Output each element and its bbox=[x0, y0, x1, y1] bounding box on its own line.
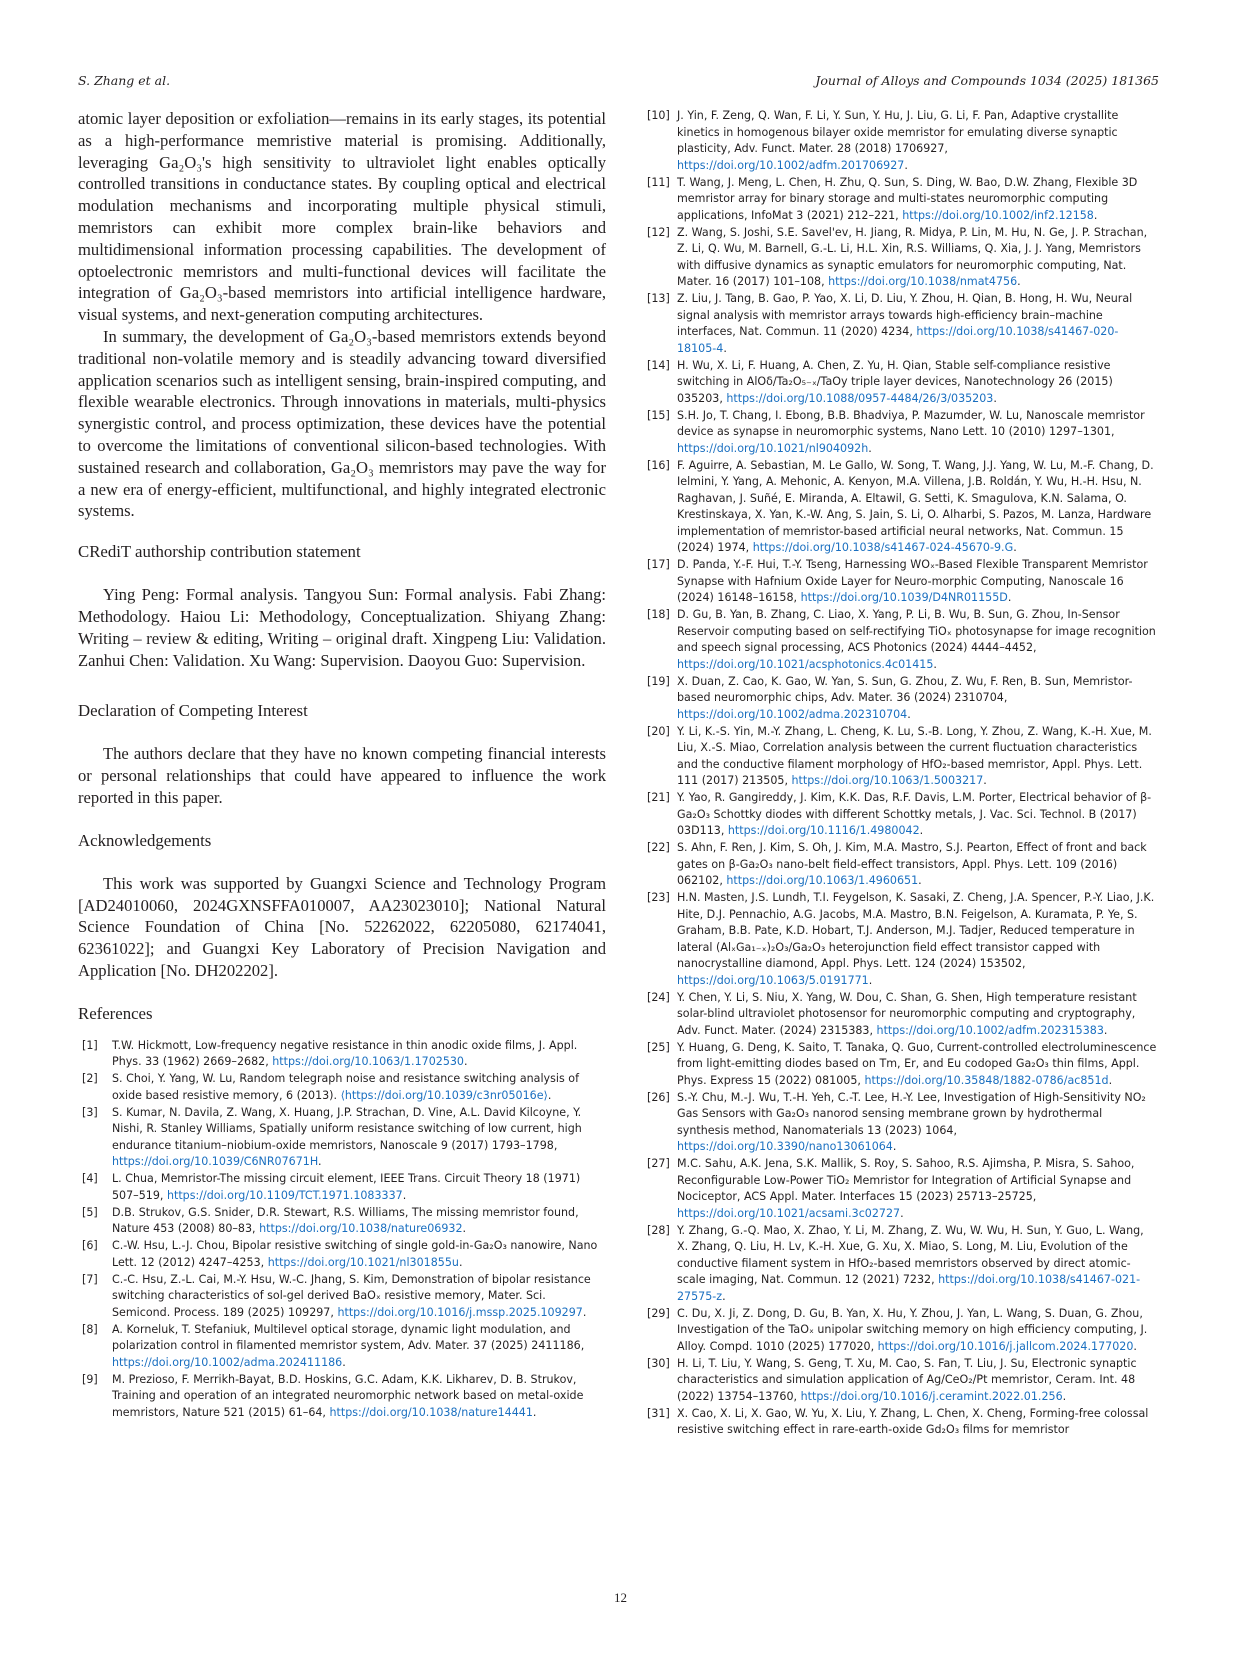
reference-item bbox=[643, 358, 1157, 408]
reference-number: [22] bbox=[647, 841, 670, 854]
page-number: 12 bbox=[614, 1590, 627, 1605]
reference-text: X. Cao, X. Li, X. Gao, W. Yu, X. Liu, Y. Zhang, L. Chen, X. Cheng, Forming-free colossal resistive switching effect in rare-earth-oxide Gd₂O₃ films for memristor bbox=[677, 1406, 1149, 1436]
reference-text: Z. Wang, S. Joshi, S.E. Savel'ev, H. Jiang, R. Midya, P. Lin, M. Hu, N. Ge, J. P. Strachan, Z. Li, Q. Wu, M. Barnell, G.-L. Li, H.L. Xin, R.S. Williams, Q. Xia, J. J. Yang, Memristors with diffusive dynamics as synaptic emulators for neuromorphic computing, Nat. Mater. 16 (2017) 101–108, bbox=[677, 225, 1148, 288]
reference-item bbox=[643, 890, 1157, 989]
reference-number: [21] bbox=[647, 791, 670, 804]
reference-number: [2] bbox=[82, 1072, 98, 1086]
doi-link[interactable]: https://doi.org/10.1038/nature06932 bbox=[259, 1222, 463, 1236]
reference-tail: . bbox=[318, 1155, 322, 1169]
reference-number: [24] bbox=[647, 990, 670, 1004]
reference-item bbox=[643, 790, 1157, 840]
doi-link[interactable]: https://doi.org/10.1109/TCT.1971.1083337 bbox=[166, 1188, 403, 1202]
reference-number: [5] bbox=[82, 1205, 98, 1219]
reference-text: T.W. Hickmott, Low-frequency negative resistance in thin anodic oxide films, J. Appl. Phys. 33 (1962) 2669–2682, bbox=[112, 1038, 578, 1069]
body-paragraph-2: In summary, the development of Ga₂O₃-based memristors extends beyond traditional non-volatile memory and is steadily advancing toward diversified application scenarios such as intelligent sensing, brain-inspired computing, and flexible wearable electronics. Through innovations in materials, multi-physics synergistic control, and process optimization, these devices have the potential to overcome the limitations of conventional silicon-based technologies. With sustained research and collaboration, Ga₂O₃ memristors may pave the way for a new era of energy-efficient, multifunctional, and highly integrated electronic systems. bbox=[78, 326, 606, 521]
reference-tail: . bbox=[458, 1255, 463, 1269]
reference-text: J. Yin, F. Zeng, Q. Wan, F. Li, Y. Sun, Y. Hu, J. Liu, G. Li, F. Pan, Adaptive crystallite kinetics in homogenous bilayer oxide memristor for emulating diverse synaptic plasticity, Adv. Funct. Mater. 28 (2018) 1706927, bbox=[677, 109, 1119, 155]
reference-tail: . bbox=[1062, 1389, 1067, 1403]
reference-number: [9] bbox=[82, 1372, 98, 1386]
reference-tail: . bbox=[993, 391, 997, 405]
reference-number: [28] bbox=[647, 1223, 670, 1237]
reference-tail: . bbox=[868, 441, 872, 455]
reference-number: [29] bbox=[647, 1306, 670, 1320]
credit-statement: Ying Peng: Formal analysis. Tangyou Sun: Formal analysis. Fabi Zhang: Methodology. Haiou Li: Methodology, Conceptualization. Shiyang Zhang: Writing – review & editing, Writing – original draft. Xingpeng Liu: Validation. Zanhui Chen: Validation. Xu Wang: Supervision. Daoyou Guo: Supervision. bbox=[78, 585, 606, 670]
reference-tail: . bbox=[900, 1206, 904, 1220]
reference-text: D. Panda, Y.-F. Hui, T.-Y. Tseng, Harnessing WOₓ-Based Flexible Transparent Memristor Synapse with Hafnium Oxide Layer for Neuro-morphic Computing, Nanoscale 16 (2024) 16148–16158, bbox=[677, 558, 1148, 604]
doi-link[interactable]: https://doi.org/10.1038/nature14441 bbox=[329, 1405, 533, 1419]
reference-tail: . bbox=[722, 1289, 726, 1303]
reference-number: [16] bbox=[647, 458, 670, 472]
reference-text: H.N. Masten, J.S. Lundh, T.I. Feygelson, K. Sasaki, Z. Cheng, J.A. Spencer, P.-Y. Liao, J.K. Hite, D.J. Pennachio, A.G. Jacobs, M.A. Mastro, B.N. Feigelson, A. Kuramata, P. Ye, S. Graham, B.B. Pate, K.D. Hobart, T.J. Anderson, M.J. Tadjer, Reduced temperature in lateral (AlₓGa₁₋ₓ)₂O₃/Ga₂O₃ heterojunction field effect transistor capped with nanocrystalline diamond, Appl. Phys. Lett. 124 (2024) 153502, bbox=[677, 891, 1155, 970]
reference-text: S. Kumar, N. Davila, Z. Wang, X. Huang, J.P. Strachan, D. Vine, A.L. David Kilcoyne, Y. Nishi, R. Stanley Williams, Spatially uniform resistance switching of low current, high endurance titanium–niobium-oxide memristors, Nanoscale 9 (2017) 1793–1798, bbox=[112, 1105, 582, 1152]
reference-text: C.-C. Hsu, Z.-L. Cai, M.-Y. Hsu, W.-C. Jhang, S. Kim, Demonstration of bipolar resistance switching characteristics of sol-gel derived BaOₓ resistive memory, Mater. Sci. Semicond. Process. 189 (2025) 109297, bbox=[112, 1272, 591, 1319]
reference-item bbox=[78, 1205, 606, 1238]
doi-link[interactable]: https://doi.org/10.1002/adma.202310704 bbox=[677, 707, 908, 721]
reference-tail: . bbox=[1017, 275, 1021, 288]
reference-tail: . bbox=[462, 1222, 467, 1236]
doi-link[interactable]: https://doi.org/10.1063/5.0191771 bbox=[677, 973, 869, 987]
acknowledgements-text: This work was supported by Guangxi Science and Technology Program [AD24010060, 2024GXNSFFA010007, AA23023010]; National Natural Science Foundation of China [No. 52262022, 62205080, 62174041, 62361022]; and Guangxi Key Laboratory of Precision Navigation and Application [No. DH202202]. bbox=[78, 873, 606, 980]
reference-text: T. Wang, J. Meng, L. Chen, H. Zhu, Q. Sun, S. Ding, W. Bao, D.W. Zhang, Flexible 3D memristor array for binary storage and multi-states neuromorphic computing applications, InfoMat 3 (2021) 212–221, bbox=[677, 175, 1138, 222]
doi-link[interactable]: https://doi.org/10.1038/s41467-020-18105-4 bbox=[677, 325, 1119, 355]
competing-interest-heading: Declaration of Competing Interest bbox=[78, 701, 308, 721]
reference-number: [27] bbox=[647, 1157, 670, 1170]
reference-item bbox=[643, 557, 1157, 607]
reference-text: A. Korneluk, T. Stefaniuk, Multilevel optical storage, dynamic light modulation, and polarization control in filamented memristor system, Adv. Mater. 37 (2025) 2411186, bbox=[112, 1322, 585, 1353]
doi-link[interactable]: https://doi.org/10.1016/j.mssp.2025.109297 bbox=[337, 1305, 583, 1319]
reference-item bbox=[643, 607, 1157, 673]
reference-tail: . bbox=[892, 1140, 897, 1153]
reference-tail: . bbox=[1013, 541, 1017, 554]
doi-link[interactable]: https://doi.org/10.1039/D4NR01155D bbox=[800, 591, 1008, 604]
doi-link[interactable]: https://doi.org/10.1002/adfm.202315383 bbox=[876, 1023, 1104, 1037]
doi-link[interactable]: https://doi.org/10.1038/s41467-024-45670-9.G bbox=[752, 541, 1014, 554]
reference-item bbox=[643, 674, 1157, 724]
reference-item bbox=[643, 1306, 1157, 1356]
doi-link[interactable]: https://doi.org/10.1038/s41467-021-27575-z bbox=[677, 1273, 1141, 1303]
doi-link[interactable]: https://doi.org/10.1021/nl301855u bbox=[267, 1255, 459, 1269]
reference-number: [12] bbox=[647, 225, 670, 239]
reference-tail: . bbox=[1007, 591, 1012, 604]
doi-link[interactable]: https://doi.org/10.1038/nmat4756 bbox=[828, 275, 1018, 288]
reference-item bbox=[643, 1040, 1157, 1090]
left-column bbox=[78, 108, 606, 1422]
reference-tail: . bbox=[1093, 208, 1098, 222]
reference-text: S.-Y. Chu, M.-J. Wu, T.-H. Yeh, C.-T. Lee, H.-Y. Lee, Investigation of High-Sensitivity NO₂ Gas Sensors with Ga₂O₃ nanorod sensing membrane grown by hydrothermal synthesis method, Nanomaterials 13 (2023) 1064, bbox=[677, 1090, 1146, 1137]
doi-link[interactable]: https://doi.org/10.1021/nl904092h bbox=[677, 441, 869, 455]
reference-tail: . bbox=[983, 774, 987, 787]
reference-item bbox=[78, 1171, 606, 1204]
right-column bbox=[643, 108, 1157, 1439]
reference-tail: . bbox=[918, 874, 922, 887]
reference-tail: . bbox=[402, 1188, 407, 1202]
reference-item bbox=[78, 1105, 606, 1171]
reference-tail: . bbox=[342, 1355, 346, 1369]
reference-number: [19] bbox=[647, 674, 670, 688]
reference-item bbox=[78, 1238, 606, 1271]
reference-item bbox=[643, 291, 1157, 357]
reference-text: C. Du, X. Ji, Z. Dong, D. Gu, B. Yan, X. Hu, Y. Zhou, J. Yan, L. Wang, S. Duan, G. Zhou, Investigation of the TaOₓ unipolar switching memory on high efficiency computing, J. Alloy. Compd. 1010 (2025) 177020, bbox=[677, 1306, 1148, 1353]
reference-number: [14] bbox=[647, 358, 670, 372]
doi-link[interactable]: https://doi.org/10.1002/inf2.12158 bbox=[902, 208, 1094, 222]
reference-text: S. Ahn, F. Ren, J. Kim, S. Oh, J. Kim, M.A. Mastro, S.J. Pearton, Effect of front and back gates on β-Ga₂O₃ nano-belt field-effect transistors, Appl. Phys. Lett. 109 (2016) 062102, bbox=[677, 841, 1147, 887]
reference-item bbox=[643, 1223, 1157, 1306]
reference-tail: . bbox=[907, 707, 911, 721]
running-header-journal: Journal of Alloys and Compounds 1034 (2025) 181365 bbox=[815, 73, 1159, 88]
reference-text: Y. Li, K.-S. Yin, M.-Y. Zhang, L. Cheng, K. Lu, S.-B. Long, Y. Zhou, Z. Wang, K.-H. Xue, M. Liu, X.-S. Miao, Correlation analysis between the current fluctuation characteristics and the conductive filament morphology of HfO₂-based memristor, Appl. Phys. Lett. 111 (2017) 213505, bbox=[677, 724, 1152, 787]
doi-link[interactable]: https://doi.org/10.1002/adfm.201706927 bbox=[677, 158, 905, 172]
reference-number: [18] bbox=[647, 608, 670, 621]
reference-item bbox=[643, 108, 1157, 174]
reference-number: [10] bbox=[647, 109, 670, 122]
reference-item bbox=[78, 1071, 606, 1104]
doi-link[interactable]: https://doi.org/10.1039/C6NR07671H bbox=[112, 1155, 318, 1169]
reference-number: [17] bbox=[647, 558, 670, 571]
reference-tail: . bbox=[919, 824, 924, 837]
reference-number: [20] bbox=[647, 724, 670, 738]
reference-item bbox=[78, 1038, 606, 1071]
reference-tail: . bbox=[1133, 1339, 1137, 1353]
reference-list-left bbox=[78, 1038, 606, 1422]
doi-link[interactable]: ⟨https://doi.org/10.1039/c3nr05016e⟩ bbox=[340, 1088, 548, 1102]
reference-number: [3] bbox=[82, 1105, 98, 1119]
reference-item bbox=[643, 1406, 1157, 1439]
reference-text: X. Duan, Z. Cao, K. Gao, W. Yan, S. Sun, G. Zhou, Z. Wu, F. Ren, B. Sun, Memristor-based neuromorphic chips, Adv. Mater. 36 (2024) 2310704, bbox=[677, 674, 1133, 704]
reference-item bbox=[643, 408, 1157, 458]
reference-text: Y. Huang, G. Deng, K. Saito, T. Tanaka, Q. Guo, Current-controlled electroluminescence from light-emitting diodes based on Tm, Er, and Eu codoped Ga₂O₃ thin films, Appl. Phys. Express 15 (2022) 081005, bbox=[677, 1040, 1157, 1087]
credit-heading: CRediT authorship contribution statement bbox=[78, 542, 361, 562]
reference-text: F. Aguirre, A. Sebastian, M. Le Gallo, W. Song, T. Wang, J.J. Yang, W. Lu, M.-F. Chang, D. Ielmini, Y. Yang, A. Mehonic, A. Kenyon, M.A. Villena, J.B. Roldán, Y. Wu, H.-H. Hsu, N. Raghavan, J. Suñé, E. Miranda, A. Eltawil, G. Setti, K. Smagulova, K.N. Salama, O. Krestinskaya, X. Yan, K.-W. Ang, S. Jain, S. Li, O. Alharbi, S. Pazos, M. Lanza, Hardware implementation of memristor-based artificial neural networks, Nat. Commun. 15 (2024) 1974, bbox=[677, 458, 1154, 554]
reference-item bbox=[643, 458, 1157, 557]
doi-link[interactable]: https://doi.org/10.1088/0957-4484/26/3/035203 bbox=[726, 391, 994, 405]
body-paragraph-1: atomic layer deposition or exfoliation—remains in its early stages, its potential as a high-performance memristive material is promising. Additionally, leveraging Ga₂O₃'s high sensitivity to ultraviolet light enables optically controlled transitions in conductance states. By coupling optical and electrical modulation mechanisms and incorporating multiple physical stimuli, memristors can exhibit more complex brain-like behaviors and multidimensional information processing capabilities. The development of optoelectronic memristors and multi-functional devices will facilitate the integration of Ga₂O₃-based memristors into artificial intelligence hardware, visual systems, and next-generation computing architectures. bbox=[78, 109, 606, 325]
reference-number: [30] bbox=[647, 1356, 670, 1370]
reference-number: [23] bbox=[647, 891, 670, 904]
doi-link[interactable]: https://doi.org/10.1063/1.1702530 bbox=[272, 1055, 464, 1069]
reference-item bbox=[643, 990, 1157, 1040]
reference-tail: . bbox=[582, 1305, 587, 1319]
reference-item bbox=[643, 840, 1157, 890]
acknowledgements-heading: Acknowledgements bbox=[78, 830, 212, 850]
reference-item bbox=[643, 1356, 1157, 1406]
reference-number: [6] bbox=[82, 1239, 98, 1253]
reference-tail: . bbox=[1108, 1073, 1113, 1087]
reference-text: Z. Liu, J. Tang, B. Gao, P. Yao, X. Li, D. Liu, Y. Zhou, H. Qian, B. Hong, H. Wu, Neural signal analysis with memristor arrays towards high-efficiency brain–machine interfaces, Nat. Commun. 11 (2020) 4234, bbox=[677, 292, 1133, 338]
reference-text: H. Wu, X. Li, F. Huang, A. Chen, Z. Yu, H. Qian, Stable self-compliance resistive switching in AlOδ/Ta₂O₅₋ₓ/TaOy triple layer devices, Nanotechnology 26 (2015) 035203, bbox=[677, 358, 1113, 405]
reference-item bbox=[643, 1156, 1157, 1222]
reference-text: L. Chua, Memristor-The missing circuit element, IEEE Trans. Circuit Theory 18 (1971) 507–519, bbox=[112, 1172, 581, 1202]
reference-item bbox=[78, 1272, 606, 1322]
running-header-authors: S. Zhang et al. bbox=[78, 73, 171, 88]
doi-link[interactable]: https://doi.org/10.1063/1.5003217 bbox=[791, 774, 984, 787]
reference-text: Y. Zhang, G.-Q. Mao, X. Zhao, Y. Li, M. Zhang, Z. Wu, W. Wu, H. Sun, Y. Guo, L. Wang, X. Zhang, Q. Liu, H. Lv, K.-H. Xue, G. Xu, X. Miao, S. Long, M. Liu, Evolution of the conductive filament system in HfO₂-based memristors observed by direct atomic-scale imaging, Nat. Commun. 12 (2021) 7232, bbox=[677, 1223, 1144, 1286]
competing-interest-statement: The authors declare that they have no known competing financial interests or personal relationships that could have appeared to influence the work reported in this paper. bbox=[78, 744, 606, 807]
reference-item bbox=[643, 724, 1157, 790]
reference-number: [11] bbox=[647, 175, 670, 189]
reference-text: M.C. Sahu, A.K. Jena, S.K. Mallik, S. Roy, S. Sahoo, R.S. Ajimsha, P. Misra, S. Sahoo, Reconfigurable Low-Power TiO₂ Memristor for Integration of Artificial Synapse and Nociceptor, ACS Appl. Mater. Interfaces 15 (2023) 25713–25725, bbox=[677, 1157, 1135, 1203]
doi-link[interactable]: https://doi.org/10.35848/1882-0786/ac851d bbox=[864, 1073, 1109, 1087]
doi-link[interactable]: https://doi.org/10.1016/j.ceramint.2022.01.256 bbox=[800, 1389, 1063, 1403]
reference-number: [13] bbox=[647, 292, 670, 305]
reference-text: S. Choi, Y. Yang, W. Lu, Random telegraph noise and resistance switching analysis of oxide based resistive memory, 6 (2013). bbox=[112, 1072, 579, 1102]
reference-tail: . bbox=[547, 1088, 552, 1102]
reference-number: [1] bbox=[82, 1038, 98, 1052]
reference-tail: . bbox=[464, 1055, 468, 1069]
reference-number: [25] bbox=[647, 1040, 670, 1054]
reference-text: D.B. Strukov, G.S. Snider, D.R. Stewart, R.S. Williams, The missing memristor found, Nature 453 (2008) 80–83, bbox=[112, 1205, 579, 1236]
reference-tail: . bbox=[933, 657, 937, 671]
reference-text: C.-W. Hsu, L.-J. Chou, Bipolar resistive switching of single gold-in-Ga₂O₃ nanowire, Nano Lett. 12 (2012) 4247–4253, bbox=[112, 1239, 598, 1269]
reference-text: H. Li, T. Liu, Y. Wang, S. Geng, T. Xu, M. Cao, S. Fan, T. Liu, J. Su, Electronic synaptic characteristics and simulation application of Ag/CeO₂/Pt memristor, Ceram. Int. 48 (2022) 13754–13760, bbox=[677, 1356, 1137, 1403]
doi-link[interactable]: https://doi.org/10.3390/nano13061064 bbox=[677, 1140, 893, 1153]
reference-number: [15] bbox=[647, 408, 670, 422]
reference-number: [7] bbox=[82, 1272, 98, 1286]
doi-link[interactable]: https://doi.org/10.1021/acsphotonics.4c01415 bbox=[677, 657, 934, 671]
doi-link[interactable]: https://doi.org/10.1016/j.jallcom.2024.177020 bbox=[877, 1339, 1134, 1353]
reference-item bbox=[643, 225, 1157, 291]
reference-tail: . bbox=[1103, 1023, 1108, 1037]
reference-text: M. Prezioso, F. Merrikh-Bayat, B.D. Hoskins, G.C. Adam, K.K. Likharev, D. B. Strukov, Training and operation of an integrated neuromorphic network based on metal-oxide memristors, Nature 521 (2015) 61–64, bbox=[112, 1372, 584, 1419]
reference-tail: . bbox=[868, 973, 873, 987]
reference-text: D. Gu, B. Yan, B. Zhang, C. Liao, X. Yang, P. Li, B. Wu, B. Sun, G. Zhou, In-Sensor Reservoir computing based on self-rectifying TiOₓ photosynapse for image recognition and speech signal processing, ACS Photonics (2024) 4444–4452, bbox=[677, 608, 1156, 654]
reference-number: [4] bbox=[82, 1172, 98, 1186]
reference-number: [8] bbox=[82, 1322, 98, 1336]
reference-text: Y. Chen, Y. Li, S. Niu, X. Yang, W. Dou, C. Shan, G. Shen, High temperature resistant solar-blind ultraviolet photosensor for neuromorphic computing and cryptography, Adv. Funct. Mater. (2024) 2315383, bbox=[677, 990, 1137, 1037]
reference-item bbox=[643, 1090, 1157, 1156]
reference-number: [26] bbox=[647, 1090, 670, 1104]
reference-item bbox=[78, 1372, 606, 1422]
doi-link[interactable]: https://doi.org/10.1002/adma.202411186 bbox=[112, 1355, 343, 1369]
references-heading: References bbox=[78, 1003, 153, 1023]
reference-tail: . bbox=[532, 1405, 537, 1419]
reference-tail: . bbox=[723, 341, 727, 355]
doi-link[interactable]: https://doi.org/10.1063/1.4960651 bbox=[726, 874, 919, 887]
reference-item bbox=[643, 175, 1157, 225]
reference-item bbox=[78, 1322, 606, 1372]
reference-tail: . bbox=[904, 158, 908, 172]
reference-number: [31] bbox=[647, 1406, 670, 1420]
doi-link[interactable]: https://doi.org/10.1021/acsami.3c02727 bbox=[677, 1206, 901, 1220]
reference-list-right bbox=[643, 108, 1157, 1439]
doi-link[interactable]: https://doi.org/10.1116/1.4980042 bbox=[727, 824, 920, 837]
reference-text: Y. Yao, R. Gangireddy, J. Kim, K.K. Das, R.F. Davis, L.M. Porter, Electrical behavior of β-Ga₂O₃ Schottky diodes with different Schottky metals, J. Vac. Sci. Technol. B (2017) 03D113, bbox=[677, 791, 1152, 837]
reference-text: S.H. Jo, T. Chang, I. Ebong, B.B. Bhadviya, P. Mazumder, W. Lu, Nanoscale memristor device as synapse in neuromorphic systems, Nano Lett. 10 (2010) 1297–1301, bbox=[677, 408, 1145, 438]
